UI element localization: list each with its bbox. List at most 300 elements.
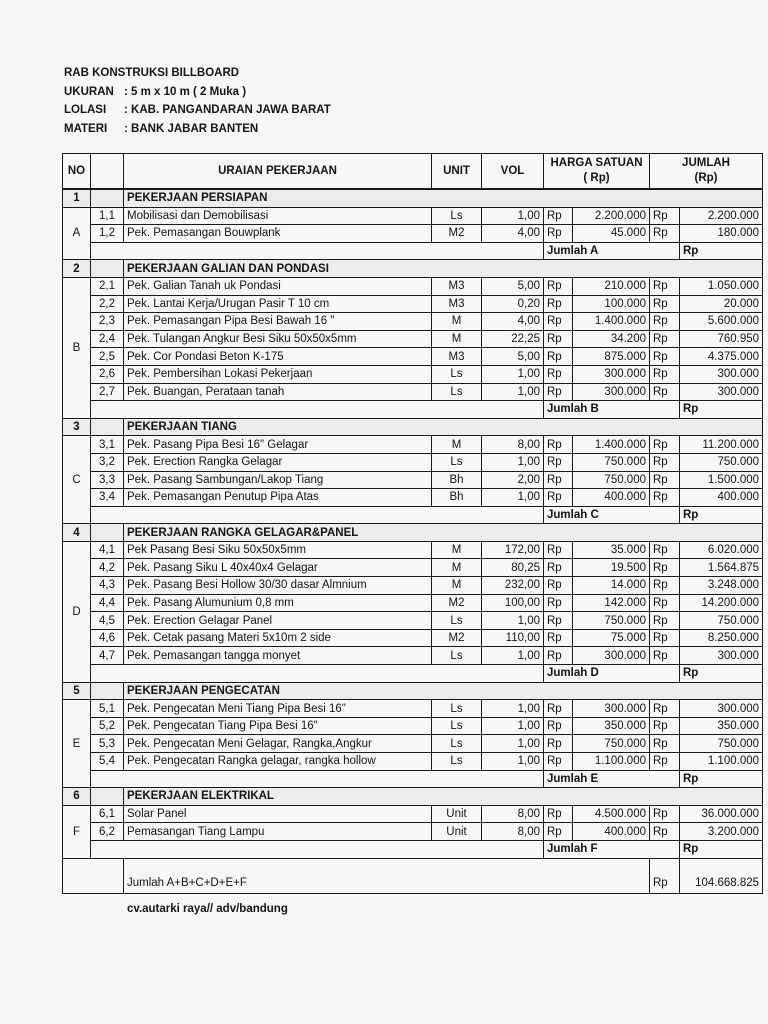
- cost-estimate-table: [62, 153, 763, 894]
- item-unit-price: 300.000: [573, 365, 650, 383]
- item-unit: M: [432, 313, 482, 331]
- price-currency: Rp: [544, 577, 573, 595]
- ukuran-label: UKURAN: [64, 85, 114, 98]
- price-currency: Rp: [544, 594, 573, 612]
- item-description: Pek. Pasang Sambungan/Lakop Tiang: [124, 471, 432, 489]
- table-row: [63, 700, 763, 718]
- item-total: 300.000: [680, 365, 763, 383]
- subtotal-row: [63, 242, 763, 260]
- total-currency: Rp: [650, 365, 680, 383]
- item-volume: 1,00: [482, 700, 544, 718]
- section-blank: [91, 524, 124, 542]
- table-row: [63, 453, 763, 471]
- subtotal-label-pad: [650, 840, 680, 858]
- item-description: Pek. Galian Tanah uk Pondasi: [124, 277, 432, 295]
- section-letter: E: [63, 700, 91, 788]
- materi-value: : BANK JABAR BANTEN: [124, 122, 259, 135]
- item-volume: 232,00: [482, 577, 544, 595]
- section-letter: F: [63, 805, 91, 858]
- item-code: 3,4: [91, 489, 124, 507]
- item-description: Pek. Pemasangan Penutup Pipa Atas: [124, 489, 432, 507]
- item-unit: M: [432, 577, 482, 595]
- total-currency: Rp: [650, 313, 680, 331]
- item-description: Pek Pasang Besi Siku 50x50x5mm: [124, 541, 432, 559]
- section-blank: [91, 788, 124, 806]
- col-header-code: [91, 154, 124, 190]
- item-unit-price: 34.200: [573, 330, 650, 348]
- section-blank: [91, 682, 124, 700]
- item-unit: Ls: [432, 612, 482, 630]
- item-unit: M: [432, 330, 482, 348]
- item-unit: M3: [432, 277, 482, 295]
- section-number: 1: [63, 189, 91, 207]
- section-title: PEKERJAAN ELEKTRIKAL: [124, 788, 763, 806]
- item-unit: Ls: [432, 365, 482, 383]
- item-unit: M2: [432, 629, 482, 647]
- price-currency: Rp: [544, 629, 573, 647]
- col-header-harga: [544, 154, 650, 190]
- total-currency: Rp: [650, 594, 680, 612]
- item-code: 5,1: [91, 700, 124, 718]
- subtotal-label: Jumlah E: [544, 770, 650, 788]
- subtotal-label: Jumlah B: [544, 401, 650, 419]
- subtotal-label-pad: [650, 242, 680, 260]
- item-description: Pek. Pemasangan Pipa Besi Bawah 16 ": [124, 313, 432, 331]
- item-description: Pek. Pasang Pipa Besi 16" Gelagar: [124, 436, 432, 454]
- item-description: Solar Panel: [124, 805, 432, 823]
- item-volume: 1,00: [482, 453, 544, 471]
- table-row: [63, 383, 763, 401]
- price-currency: Rp: [544, 453, 573, 471]
- header-title-row: [64, 64, 331, 83]
- item-unit: M3: [432, 295, 482, 313]
- section-number: 2: [63, 260, 91, 278]
- grand-total-row: [63, 858, 763, 893]
- item-code: 2,6: [91, 365, 124, 383]
- materi-label: MATERI: [64, 122, 108, 135]
- item-total: 300.000: [680, 647, 763, 665]
- subtotal-label-pad: [650, 401, 680, 419]
- item-description: Pek. Pasang Besi Hollow 30/30 dasar Almnium: [124, 577, 432, 595]
- subtotal-label-pad: [650, 506, 680, 524]
- item-description: Pek. Pasang Alumunium 0,8 mm: [124, 594, 432, 612]
- total-currency: Rp: [650, 735, 680, 753]
- price-currency: Rp: [544, 805, 573, 823]
- item-volume: 1,00: [482, 647, 544, 665]
- price-currency: Rp: [544, 330, 573, 348]
- item-unit-price: 300.000: [573, 383, 650, 401]
- item-unit: Ls: [432, 717, 482, 735]
- table-row: [63, 629, 763, 647]
- item-code: 4,6: [91, 629, 124, 647]
- item-description: Pek. Erection Rangka Gelagar: [124, 453, 432, 471]
- section-number: 4: [63, 524, 91, 542]
- subtotal-currency: Rp: [680, 401, 763, 419]
- item-code: 2,4: [91, 330, 124, 348]
- subtotal-blank: [91, 506, 544, 524]
- item-total: 3.248.000: [680, 577, 763, 595]
- total-currency: Rp: [650, 559, 680, 577]
- item-total: 3.200.000: [680, 823, 763, 841]
- table-row: [63, 277, 763, 295]
- item-unit-price: 45.000: [573, 225, 650, 243]
- item-unit-price: 750.000: [573, 735, 650, 753]
- price-currency: Rp: [544, 436, 573, 454]
- ukuran-value: : 5 m x 10 m ( 2 Muka ): [124, 85, 247, 98]
- item-volume: 1,00: [482, 612, 544, 630]
- price-currency: Rp: [544, 612, 573, 630]
- item-unit-price: 750.000: [573, 453, 650, 471]
- subtotal-blank: [91, 401, 544, 419]
- table-row: [63, 225, 763, 243]
- subtotal-blank: [91, 840, 544, 858]
- item-description: Pek. Pengecatan Meni Tiang Pipa Besi 16": [124, 700, 432, 718]
- total-currency: Rp: [650, 383, 680, 401]
- subtotal-blank: [91, 242, 544, 260]
- section-title: PEKERJAAN TIANG: [124, 418, 763, 436]
- subtotal-currency: Rp: [680, 840, 763, 858]
- section-title: PEKERJAAN RANGKA GELAGAR&PANEL: [124, 524, 763, 542]
- total-currency: Rp: [650, 805, 680, 823]
- item-description: Pek. Pembersihan Lokasi Pekerjaan: [124, 365, 432, 383]
- item-unit: Bh: [432, 471, 482, 489]
- section-header-row: [63, 788, 763, 806]
- item-unit-price: 100.000: [573, 295, 650, 313]
- item-total: 1.100.000: [680, 753, 763, 771]
- table-row: [63, 753, 763, 771]
- item-total: 6.020.000: [680, 541, 763, 559]
- item-unit: Unit: [432, 823, 482, 841]
- table-row: [63, 365, 763, 383]
- section-header-row: [63, 418, 763, 436]
- item-total: 11.200.000: [680, 436, 763, 454]
- subtotal-label: Jumlah A: [544, 242, 650, 260]
- item-volume: 1,00: [482, 365, 544, 383]
- item-unit: M3: [432, 348, 482, 366]
- price-currency: Rp: [544, 365, 573, 383]
- item-volume: 22,25: [482, 330, 544, 348]
- total-currency: Rp: [650, 330, 680, 348]
- item-code: 5,4: [91, 753, 124, 771]
- item-unit-price: 300.000: [573, 700, 650, 718]
- section-letter: C: [63, 436, 91, 524]
- subtotal-label: Jumlah C: [544, 506, 650, 524]
- item-total: 350.000: [680, 717, 763, 735]
- item-code: 5,3: [91, 735, 124, 753]
- item-unit-price: 75.000: [573, 629, 650, 647]
- table-row: [63, 348, 763, 366]
- item-total: 180.000: [680, 225, 763, 243]
- total-currency: Rp: [650, 489, 680, 507]
- item-unit-price: 142.000: [573, 594, 650, 612]
- col-header-no: NO: [63, 154, 91, 190]
- table-row: [63, 805, 763, 823]
- table-header-row: [63, 154, 763, 190]
- table-row: [63, 207, 763, 225]
- subtotal-currency: Rp: [680, 242, 763, 260]
- item-unit-price: 1.400.000: [573, 436, 650, 454]
- grand-total-label: Jumlah A+B+C+D+E+F: [124, 858, 650, 893]
- item-unit-price: 19.500: [573, 559, 650, 577]
- price-currency: Rp: [544, 471, 573, 489]
- total-currency: Rp: [650, 629, 680, 647]
- item-description: Pek. Pengecatan Rangka gelagar, rangka hollow: [124, 753, 432, 771]
- table-row: [63, 330, 763, 348]
- item-total: 300.000: [680, 700, 763, 718]
- item-unit: Ls: [432, 753, 482, 771]
- section-blank: [91, 418, 124, 436]
- total-currency: Rp: [650, 295, 680, 313]
- item-code: 2,7: [91, 383, 124, 401]
- item-unit: Ls: [432, 207, 482, 225]
- total-currency: Rp: [650, 225, 680, 243]
- col-header-vol: VOL: [482, 154, 544, 190]
- subtotal-label-pad: [650, 770, 680, 788]
- item-total: 2.200.000: [680, 207, 763, 225]
- item-code: 6,2: [91, 823, 124, 841]
- item-total: 400.000: [680, 489, 763, 507]
- item-volume: 8,00: [482, 436, 544, 454]
- section-letter: A: [63, 207, 91, 260]
- section-title: PEKERJAAN PERSIAPAN: [124, 189, 763, 207]
- item-total: 750.000: [680, 453, 763, 471]
- item-unit-price: 300.000: [573, 647, 650, 665]
- section-header-row: [63, 682, 763, 700]
- section-letter: D: [63, 541, 91, 682]
- document-title: RAB KONSTRUKSI BILLBOARD: [64, 67, 240, 79]
- total-currency: Rp: [650, 348, 680, 366]
- table-row: [63, 295, 763, 313]
- table-row: [63, 647, 763, 665]
- section-number: 6: [63, 788, 91, 806]
- price-currency: Rp: [544, 207, 573, 225]
- price-currency: Rp: [544, 647, 573, 665]
- subtotal-blank: [91, 665, 544, 683]
- item-volume: 4,00: [482, 313, 544, 331]
- item-code: 4,2: [91, 559, 124, 577]
- lokasi-value: : KAB. PANGANDARAN JAWA BARAT: [124, 104, 331, 116]
- item-unit-price: 14.000: [573, 577, 650, 595]
- item-total: 14.200.000: [680, 594, 763, 612]
- table-row: [63, 612, 763, 630]
- grand-total-currency: Rp: [650, 858, 680, 893]
- item-code: 2,1: [91, 277, 124, 295]
- item-unit-price: 750.000: [573, 471, 650, 489]
- item-description: Pek. Cor Pondasi Beton K-175: [124, 348, 432, 366]
- price-currency: Rp: [544, 489, 573, 507]
- table-row: [63, 717, 763, 735]
- item-volume: 1,00: [482, 735, 544, 753]
- item-volume: 1,00: [482, 753, 544, 771]
- item-code: 6,1: [91, 805, 124, 823]
- item-volume: 4,00: [482, 225, 544, 243]
- item-total: 36.000.000: [680, 805, 763, 823]
- table-row: [63, 735, 763, 753]
- item-total: 750.000: [680, 612, 763, 630]
- section-blank: [91, 189, 124, 207]
- item-volume: 8,00: [482, 823, 544, 841]
- table-row: [63, 313, 763, 331]
- item-code: 3,3: [91, 471, 124, 489]
- item-unit: Ls: [432, 700, 482, 718]
- total-currency: Rp: [650, 823, 680, 841]
- total-currency: Rp: [650, 541, 680, 559]
- total-currency: Rp: [650, 277, 680, 295]
- item-description: Pek. Pasang Siku L 40x40x4 Gelagar: [124, 559, 432, 577]
- price-currency: Rp: [544, 313, 573, 331]
- section-title: PEKERJAAN PENGECATAN: [124, 682, 763, 700]
- item-unit-price: 875.000: [573, 348, 650, 366]
- item-description: Pek. Pemasangan Bouwplank: [124, 225, 432, 243]
- price-currency: Rp: [544, 823, 573, 841]
- subtotal-row: [63, 840, 763, 858]
- item-description: Pek. Pengecatan Meni Gelagar, Rangka,Angkur: [124, 735, 432, 753]
- item-unit: M: [432, 541, 482, 559]
- price-currency: Rp: [544, 383, 573, 401]
- price-currency: Rp: [544, 559, 573, 577]
- item-total: 1.050.000: [680, 277, 763, 295]
- section-header-row: [63, 524, 763, 542]
- table-row: [63, 559, 763, 577]
- item-unit: Ls: [432, 383, 482, 401]
- grand-total-value: 104.668.825: [680, 858, 763, 893]
- subtotal-label-pad: [650, 665, 680, 683]
- total-currency: Rp: [650, 753, 680, 771]
- item-volume: 1,00: [482, 383, 544, 401]
- price-currency: Rp: [544, 700, 573, 718]
- jumlah-line-2: (Rp): [694, 172, 718, 184]
- table-row: [63, 594, 763, 612]
- price-currency: Rp: [544, 753, 573, 771]
- item-description: Pek. Pengecatan Tiang Pipa Besi 16": [124, 717, 432, 735]
- price-currency: Rp: [544, 541, 573, 559]
- item-code: 4,1: [91, 541, 124, 559]
- table-row: [63, 436, 763, 454]
- table-row: [63, 471, 763, 489]
- lokasi-label: LOLASI: [64, 104, 107, 116]
- total-currency: Rp: [650, 700, 680, 718]
- item-unit-price: 400.000: [573, 823, 650, 841]
- item-unit: M2: [432, 225, 482, 243]
- subtotal-row: [63, 401, 763, 419]
- item-total: 4.375.000: [680, 348, 763, 366]
- price-currency: Rp: [544, 717, 573, 735]
- item-volume: 80,25: [482, 559, 544, 577]
- item-total: 20.000: [680, 295, 763, 313]
- section-blank: [91, 260, 124, 278]
- item-code: 4,7: [91, 647, 124, 665]
- item-unit-price: 4.500.000: [573, 805, 650, 823]
- item-description: Pek. Lantai Kerja/Urugan Pasir T 10 cm: [124, 295, 432, 313]
- item-volume: 1,00: [482, 717, 544, 735]
- item-code: 1,2: [91, 225, 124, 243]
- subtotal-currency: Rp: [680, 665, 763, 683]
- item-unit-price: 1.400.000: [573, 313, 650, 331]
- subtotal-currency: Rp: [680, 770, 763, 788]
- item-description: Pek. Erection Gelagar Panel: [124, 612, 432, 630]
- item-description: Pek. Buangan, Perataan tanah: [124, 383, 432, 401]
- item-description: Pek. Cetak pasang Materi 5x10m 2 side: [124, 629, 432, 647]
- item-total: 5.600.000: [680, 313, 763, 331]
- subtotal-blank: [91, 770, 544, 788]
- document-header: [64, 64, 331, 138]
- item-unit-price: 350.000: [573, 717, 650, 735]
- item-code: 4,3: [91, 577, 124, 595]
- item-unit: M: [432, 559, 482, 577]
- header-materi-row: [64, 120, 331, 139]
- col-header-uraian: URAIAN PEKERJAAN: [124, 154, 432, 190]
- total-currency: Rp: [650, 471, 680, 489]
- item-volume: 1,00: [482, 489, 544, 507]
- total-currency: Rp: [650, 612, 680, 630]
- subtotal-label: Jumlah D: [544, 665, 650, 683]
- price-currency: Rp: [544, 225, 573, 243]
- section-number: 5: [63, 682, 91, 700]
- item-total: 300.000: [680, 383, 763, 401]
- item-unit: M2: [432, 594, 482, 612]
- subtotal-row: [63, 506, 763, 524]
- item-code: 2,5: [91, 348, 124, 366]
- harga-line-1: HARGA SATUAN: [550, 157, 643, 169]
- header-ukuran-row: [64, 83, 331, 102]
- item-total: 8.250.000: [680, 629, 763, 647]
- item-code: 2,3: [91, 313, 124, 331]
- total-currency: Rp: [650, 577, 680, 595]
- item-unit: Bh: [432, 489, 482, 507]
- subtotal-currency: Rp: [680, 506, 763, 524]
- price-currency: Rp: [544, 735, 573, 753]
- jumlah-line-1: JUMLAH: [682, 157, 730, 169]
- table-row: [63, 823, 763, 841]
- col-header-unit: UNIT: [432, 154, 482, 190]
- item-unit-price: 750.000: [573, 612, 650, 630]
- item-volume: 1,00: [482, 207, 544, 225]
- item-volume: 100,00: [482, 594, 544, 612]
- table-row: [63, 489, 763, 507]
- price-currency: Rp: [544, 277, 573, 295]
- item-total: 1.564.875: [680, 559, 763, 577]
- item-unit: Unit: [432, 805, 482, 823]
- subtotal-row: [63, 770, 763, 788]
- grand-total-blank: [63, 858, 124, 893]
- item-volume: 5,00: [482, 277, 544, 295]
- item-unit: Ls: [432, 647, 482, 665]
- item-code: 3,1: [91, 436, 124, 454]
- harga-line-2: ( Rp): [583, 172, 610, 184]
- section-title: PEKERJAAN GALIAN DAN PONDASI: [124, 260, 763, 278]
- item-code: 5,2: [91, 717, 124, 735]
- item-code: 3,2: [91, 453, 124, 471]
- total-currency: Rp: [650, 436, 680, 454]
- item-unit-price: 400.000: [573, 489, 650, 507]
- item-unit: Ls: [432, 735, 482, 753]
- item-unit-price: 210.000: [573, 277, 650, 295]
- item-code: 1,1: [91, 207, 124, 225]
- price-currency: Rp: [544, 295, 573, 313]
- subtotal-row: [63, 665, 763, 683]
- total-currency: Rp: [650, 453, 680, 471]
- item-total: 760.950: [680, 330, 763, 348]
- col-header-jumlah: [650, 154, 763, 190]
- section-number: 3: [63, 418, 91, 436]
- total-currency: Rp: [650, 647, 680, 665]
- item-volume: 8,00: [482, 805, 544, 823]
- section-letter: B: [63, 277, 91, 418]
- table-row: [63, 541, 763, 559]
- item-unit: M: [432, 436, 482, 454]
- item-volume: 2,00: [482, 471, 544, 489]
- item-unit-price: 2.200.000: [573, 207, 650, 225]
